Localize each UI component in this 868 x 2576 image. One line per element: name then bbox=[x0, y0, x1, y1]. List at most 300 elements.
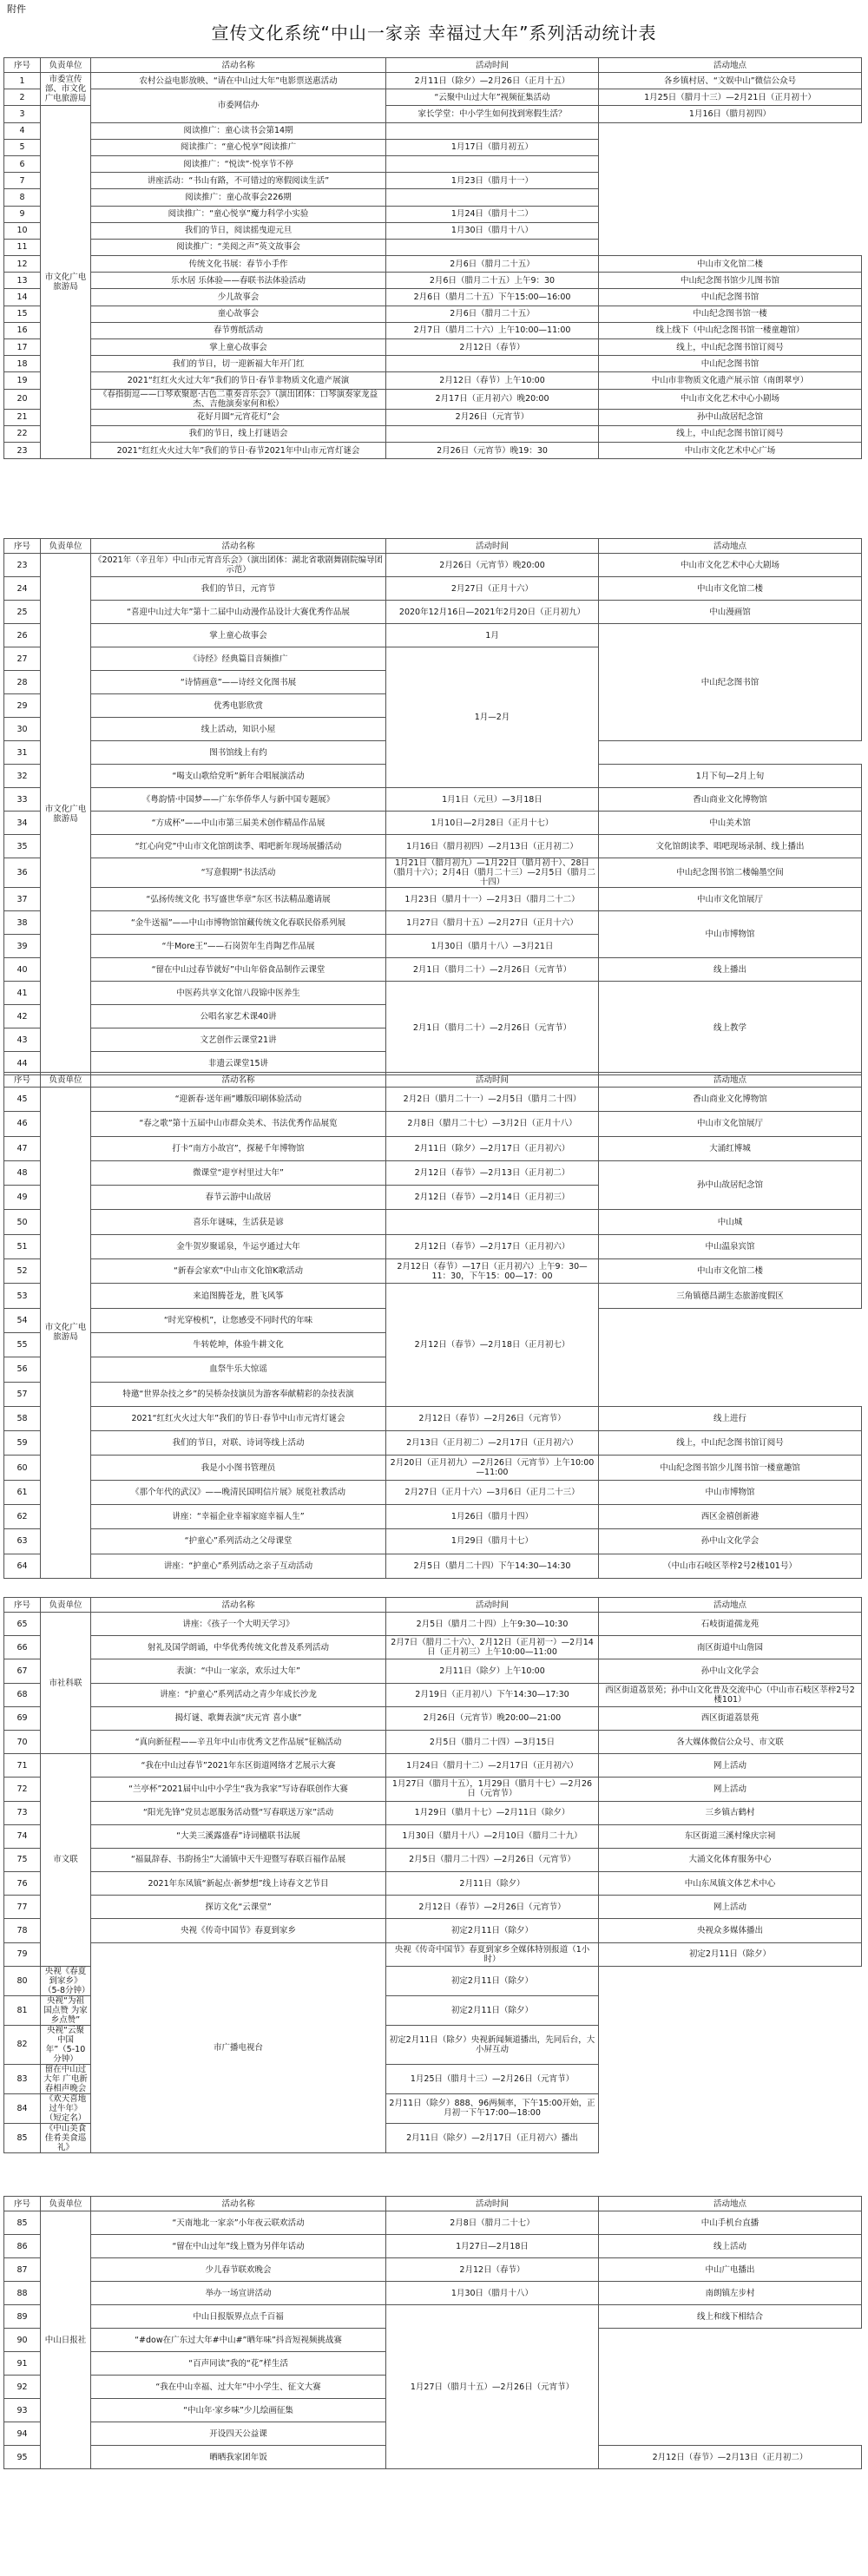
seq-cell: 57 bbox=[4, 1382, 41, 1406]
time-cell: 2月5日（腊月二十四）—3月15日 bbox=[386, 1730, 599, 1753]
header-row bbox=[4, 2197, 862, 2211]
time-cell bbox=[386, 122, 599, 139]
time-cell bbox=[386, 356, 599, 372]
seq-cell: 17 bbox=[4, 339, 41, 356]
time-cell: 1月27日（腊月十五），1月29日（腊月十七）—2月26日（元宵节） bbox=[386, 1778, 599, 1801]
seq-cell: 25 bbox=[4, 601, 41, 624]
activity-table bbox=[3, 1597, 862, 2153]
time-cell: 1月30日（腊月十八） bbox=[386, 222, 599, 239]
location-cell: 央视众多媒体播出 bbox=[599, 1919, 862, 1942]
location-cell: 1月下旬—2月上旬 bbox=[599, 765, 862, 788]
seq-cell: 78 bbox=[4, 1919, 41, 1942]
seq-cell: 86 bbox=[4, 2235, 41, 2258]
seq-cell: 19 bbox=[4, 372, 41, 389]
location-cell: 中山市非物质文化遗产展示馆（南朗翠亨） bbox=[599, 372, 862, 389]
table-row bbox=[4, 1801, 862, 1824]
time-cell: 1月30日（腊月十八）—3月21日 bbox=[386, 935, 599, 958]
location-cell: 中山市文化馆展厅 bbox=[599, 888, 862, 911]
time-cell: 1月29日（腊月十七）—2月11日（除夕） bbox=[386, 1801, 599, 1824]
seq-cell: 38 bbox=[4, 911, 41, 935]
time-cell: 2月5日（腊月二十四）下午14:30—14:30 bbox=[386, 1554, 599, 1578]
seq-cell: 47 bbox=[4, 1136, 41, 1160]
activity-cell: “牛More王”——石岗贺年生肖陶艺作品展 bbox=[91, 935, 386, 958]
time-cell: 1月30日（腊月十八） bbox=[386, 2282, 599, 2305]
table-row bbox=[4, 1896, 862, 1919]
header-row bbox=[4, 1073, 862, 1088]
location-cell: 各乡镇村居、“文娱中山”微信公众号 bbox=[599, 73, 862, 89]
location-cell: 线上，中山纪念图书馆订阅号 bbox=[599, 1431, 862, 1456]
activity-cell: 打卡“南方小故宫”，探秘千年博物馆 bbox=[91, 1136, 386, 1160]
activity-cell: 讲座：“护童心”系列活动之亲子互动活动 bbox=[91, 1554, 386, 1578]
time-cell: 2月1日（腊月二十）—2月26日（元宵节） bbox=[386, 982, 599, 1075]
seq-cell: 59 bbox=[4, 1431, 41, 1456]
location-cell: 初定2月11日（除夕） bbox=[386, 1995, 599, 2025]
activity-cell: 2021年东凤镇“新起点·新梦想”线上诗春文艺节目 bbox=[91, 1872, 386, 1896]
table-row bbox=[4, 189, 862, 206]
table-row bbox=[4, 1431, 862, 1456]
time-cell: 2月2日（腊月二十一）—2月5日（腊月二十四） bbox=[386, 1088, 599, 1112]
table-row bbox=[4, 139, 862, 155]
activity-cell: “阳光先锋”党员志愿服务活动暨“写春联送万家”活动 bbox=[91, 1801, 386, 1824]
activity-cell: 血祭牛乐大惊谣 bbox=[91, 1357, 386, 1382]
seq-cell: 64 bbox=[4, 1554, 41, 1578]
activity-cell: 掌上童心故事会 bbox=[91, 624, 386, 647]
time-cell: 2月8日（腊月二十七）—3月2日（正月十八） bbox=[386, 1112, 599, 1136]
time-cell: 2月17日（正月初六）晚20:00 bbox=[386, 389, 599, 409]
table-row bbox=[4, 372, 862, 389]
time-cell: 1月23日（腊月十一）—2月3日（腊月二十二） bbox=[386, 888, 599, 911]
location-cell: 孙中山文化学会 bbox=[599, 1659, 862, 1683]
location-cell: 中山纪念图书馆二楼翰墨空间 bbox=[599, 858, 862, 888]
time-cell: 初定2月11日（除夕） bbox=[386, 1919, 599, 1942]
time-cell: 留在中山过大年 广电新春相声晚会 bbox=[41, 2064, 91, 2093]
seq-cell: 54 bbox=[4, 1308, 41, 1332]
time-cell: 2月12日（春节） bbox=[386, 2258, 599, 2282]
activity-cell: “金牛送福”——中山市博物馆馆藏传统文化春联民俗系列展 bbox=[91, 911, 386, 935]
seq-cell: 62 bbox=[4, 1505, 41, 1529]
table-row bbox=[4, 1160, 862, 1185]
time-cell: 1月1日（元旦）—3月18日 bbox=[386, 788, 599, 812]
time-cell: 2月20日（正月初九）—2月26日（元宵节）上午10:00—11:00 bbox=[386, 1456, 599, 1480]
column-header: 负责单位 bbox=[41, 58, 91, 73]
table-row bbox=[4, 1406, 862, 1430]
activity-cell: “弘扬传统文化 书写盛世华章”东区书法精品邀请展 bbox=[91, 888, 386, 911]
table-section bbox=[3, 538, 861, 1075]
seq-cell: 75 bbox=[4, 1848, 41, 1871]
seq-cell: 82 bbox=[4, 2025, 41, 2064]
seq-cell: 55 bbox=[4, 1332, 41, 1357]
activity-cell: 举办一场宣讲活动 bbox=[91, 2282, 386, 2305]
table-row bbox=[4, 1554, 862, 1578]
activity-cell: 我们的节日，对联、诗词等线上活动 bbox=[91, 1431, 386, 1456]
activity-cell: “中山年·家乡味”少儿绘画征集 bbox=[91, 2399, 386, 2422]
location-cell: 线上播出 bbox=[599, 958, 862, 982]
seq-cell: 72 bbox=[4, 1778, 41, 1801]
location-cell: 石岐街道孺龙苑 bbox=[599, 1613, 862, 1636]
seq-cell: 31 bbox=[4, 741, 41, 765]
time-cell: 1月26日（腊月十四） bbox=[386, 1505, 599, 1529]
time-cell: 2月12日（春节） bbox=[386, 339, 599, 356]
time-cell: 1月—2月 bbox=[386, 647, 599, 788]
location-cell: 初定2月11日（除夕） bbox=[386, 1966, 599, 1995]
table-section bbox=[3, 57, 861, 459]
time-cell: 1月27日（腊月十五）—2月26日（元宵节） bbox=[386, 2305, 599, 2469]
seq-cell: 16 bbox=[4, 322, 41, 338]
activity-cell: 表演：“中山一家亲，欢乐过大年” bbox=[91, 1659, 386, 1683]
activity-cell: 我是小小图书管理员 bbox=[91, 1456, 386, 1480]
time-cell: 1月30日（腊月十八）—2月10日（腊月二十九） bbox=[386, 1824, 599, 1848]
table-row bbox=[4, 1136, 862, 1160]
activity-cell: 少儿故事会 bbox=[91, 289, 386, 306]
activity-cell: 喜乐年谜味，生活获是谚 bbox=[91, 1210, 386, 1234]
activity-cell: 阅读推广：“美阅之声”英文故事会 bbox=[91, 239, 386, 255]
location-cell: 南朗镇左步村 bbox=[599, 2282, 862, 2305]
activity-cell: 童心故事会 bbox=[91, 306, 386, 322]
unit-cell: 市文化广电旅游局 bbox=[41, 554, 91, 1075]
activity-cell: 开设四天公益课 bbox=[91, 2422, 386, 2446]
seq-cell: 23 bbox=[4, 442, 41, 458]
seq-cell: 45 bbox=[4, 1088, 41, 1112]
time-cell: 1月27日（腊月十五）—2月27日（正月十六） bbox=[386, 911, 599, 935]
location-cell: 2月12日（春节）—2月13日（正月初二） bbox=[599, 2446, 862, 2469]
location-cell: 1月25日（腊月十三）—2月26日（元宵节） bbox=[386, 2064, 599, 2093]
seq-cell: 9 bbox=[4, 206, 41, 222]
activity-cell: 线上活动，知识小屋 bbox=[91, 718, 386, 741]
column-header: 序号 bbox=[4, 539, 41, 554]
activity-cell: 春节云游中山故居 bbox=[91, 1186, 386, 1210]
table-row bbox=[4, 155, 862, 172]
time-cell: 2月11日（除夕） bbox=[386, 1872, 599, 1896]
location-cell: 南区街道中山詹园 bbox=[599, 1636, 862, 1659]
activity-cell: “百声同读”我的“花”样生活 bbox=[91, 2352, 386, 2376]
location-cell: 中山东凤镇文体艺术中心 bbox=[599, 1872, 862, 1896]
table-row bbox=[4, 858, 862, 888]
activity-cell: 阅读推广：“悦读”·悦享节不停 bbox=[91, 155, 386, 172]
location-cell: 香山商业文化博物馆 bbox=[599, 1088, 862, 1112]
table-row bbox=[4, 1088, 862, 1112]
activity-cell: “红心向党”中山市文化馆朗读季、唱吧新年现场展播活动 bbox=[91, 835, 386, 858]
seq-cell: 40 bbox=[4, 958, 41, 982]
table-row bbox=[4, 339, 862, 356]
seq-cell: 46 bbox=[4, 1112, 41, 1136]
column-header: 活动名称 bbox=[91, 58, 386, 73]
activity-table bbox=[3, 57, 862, 459]
table-row bbox=[4, 442, 862, 458]
seq-cell: 66 bbox=[4, 1636, 41, 1659]
table-row bbox=[4, 2211, 862, 2235]
activity-cell: “时光穿梭机”，让您感受不同时代的年味 bbox=[91, 1308, 386, 1332]
seq-cell: 68 bbox=[4, 1683, 41, 1706]
seq-cell: 76 bbox=[4, 1872, 41, 1896]
seq-cell: 48 bbox=[4, 1160, 41, 1185]
location-cell: 孙中山故居纪念馆 bbox=[599, 1160, 862, 1210]
activity-cell: “天南地北一家亲”小年夜云联欢活动 bbox=[91, 2211, 386, 2235]
location-cell: 中山市文化艺术中心广场 bbox=[599, 442, 862, 458]
time-cell: 2月5日（腊月二十四）—2月26日（元宵节） bbox=[386, 1848, 599, 1871]
seq-cell: 10 bbox=[4, 222, 41, 239]
seq-cell: 6 bbox=[4, 155, 41, 172]
activity-cell: 讲座活动：“书山有路，不可错过的寒假阅读生活” bbox=[91, 173, 386, 189]
attachment-label: 附件 bbox=[7, 3, 26, 15]
location-cell: 1月25日（腊月十三）—2月21日（正月初十） bbox=[599, 89, 862, 106]
activity-cell: 阅读推广：童心读书会第14期 bbox=[91, 122, 386, 139]
time-cell: 《中山美食佳肴美食巡礼》 bbox=[41, 2123, 91, 2152]
location-cell: 中山纪念图书馆 bbox=[599, 356, 862, 372]
table-row bbox=[4, 289, 862, 306]
activity-cell: “#dow在广东过大年#中山#”晒年味”抖音短视频挑战赛 bbox=[91, 2329, 386, 2352]
activity-cell: 阅读推广：童心故事会226期 bbox=[91, 189, 386, 206]
activity-cell: 2021“红红火火过大年”我们的节日·春节非物质文化遗产展演 bbox=[91, 372, 386, 389]
time-cell: 2月26日（元宵节）晚19：30 bbox=[386, 442, 599, 458]
time-cell: 2月7日（腊月二十六）、2月12日（正月初一）—2月14日（正月初三）上午10:00—11:00 bbox=[386, 1636, 599, 1659]
column-header: 活动地点 bbox=[599, 58, 862, 73]
location-cell: 三乡镇古鹤村 bbox=[599, 1801, 862, 1824]
time-cell: 2020年12月16日—2021年2月20日（正月初九） bbox=[386, 601, 599, 624]
column-header: 活动名称 bbox=[91, 1073, 386, 1088]
activity-cell: 文艺创作云课堂21讲 bbox=[91, 1028, 386, 1052]
time-cell: 2月19日（正月初八）下午14:30—17:30 bbox=[386, 1683, 599, 1706]
time-cell: 2月6日（腊月二十五）下午15:00—16:00 bbox=[386, 289, 599, 306]
activity-cell: 我们的节日，元宵节 bbox=[91, 577, 386, 601]
table-row bbox=[4, 788, 862, 812]
seq-cell: 77 bbox=[4, 1896, 41, 1919]
seq-cell: 81 bbox=[4, 1995, 41, 2025]
time-cell: 2月12日（春节）—17日（正月初六）上午9：30—11：30，下午15：00—17：00 bbox=[386, 1259, 599, 1284]
time-cell: 央视“为祖国点赞 为家乡点赞” bbox=[41, 1995, 91, 2025]
activity-cell: 晒晒我家团年饭 bbox=[91, 2446, 386, 2469]
time-cell: 1月24日（腊月十二） bbox=[386, 206, 599, 222]
time-cell: 2月8日（腊月二十七） bbox=[386, 2211, 599, 2235]
time-cell: 2月12日（春节）—2月13日（正月初二） bbox=[386, 1160, 599, 1185]
seq-cell: 52 bbox=[4, 1259, 41, 1284]
time-cell: 家长学堂：中小学生如何找到寒假生活？ bbox=[386, 106, 599, 122]
time-cell: 1月 bbox=[386, 624, 599, 647]
table-row bbox=[4, 577, 862, 601]
location-cell: 中山漫画馆 bbox=[599, 601, 862, 624]
seq-cell: 20 bbox=[4, 389, 41, 409]
seq-cell: 3 bbox=[4, 106, 41, 122]
seq-cell: 87 bbox=[4, 2258, 41, 2282]
column-header: 活动时间 bbox=[386, 2197, 599, 2211]
time-cell: 2月12日（春节）—2月14日（正月初三） bbox=[386, 1186, 599, 1210]
time-cell: 2月12日（春节）—2月17日（正月初六） bbox=[386, 1234, 599, 1258]
seq-cell: 84 bbox=[4, 2093, 41, 2123]
seq-cell: 22 bbox=[4, 425, 41, 442]
table-row bbox=[4, 2305, 862, 2329]
column-header: 活动名称 bbox=[91, 2197, 386, 2211]
time-cell: 1月23日（腊月十一） bbox=[386, 173, 599, 189]
activity-cell: 央视《传奇中国节》春夏到家乡 bbox=[91, 1919, 386, 1942]
table-section bbox=[3, 1072, 861, 1579]
table-row bbox=[4, 1683, 862, 1706]
table-row bbox=[4, 982, 862, 1005]
column-header: 活动时间 bbox=[386, 58, 599, 73]
table-row bbox=[4, 1848, 862, 1871]
column-header: 负责单位 bbox=[41, 2197, 91, 2211]
table-row bbox=[4, 1919, 862, 1942]
seq-cell: 51 bbox=[4, 1234, 41, 1258]
time-cell: 1月27日—2月18日 bbox=[386, 2235, 599, 2258]
time-cell: 2月6日（腊月二十五）上午9：30 bbox=[386, 273, 599, 289]
location-cell: 2月11日（除夕）—2月17日（正月初六）播出 bbox=[386, 2123, 599, 2152]
activity-cell: 金牛贺岁聚谣泉，牛运亨通过大年 bbox=[91, 1234, 386, 1258]
table-row bbox=[4, 835, 862, 858]
seq-cell: 28 bbox=[4, 671, 41, 694]
seq-cell: 44 bbox=[4, 1052, 41, 1075]
column-header: 活动地点 bbox=[599, 1073, 862, 1088]
seq-cell: 23 bbox=[4, 554, 41, 577]
table-row bbox=[4, 888, 862, 911]
time-cell: 央视“云聚中国年”（5-10分钟） bbox=[41, 2025, 91, 2064]
activity-cell: 市广播电视台 bbox=[91, 1942, 386, 2152]
column-header: 活动时间 bbox=[386, 1598, 599, 1613]
location-cell: 中山纪念图书馆 bbox=[599, 624, 862, 741]
table-row bbox=[4, 1659, 862, 1683]
location-cell: 中山市文化馆展厅 bbox=[599, 1112, 862, 1136]
table-row bbox=[4, 425, 862, 442]
table-row bbox=[4, 73, 862, 89]
seq-cell: 13 bbox=[4, 273, 41, 289]
activity-cell: “迎新春·送年画”雕版印刷体验活动 bbox=[91, 1088, 386, 1112]
activity-cell: 阅读推广：“童心悦享”魔力科学小实验 bbox=[91, 206, 386, 222]
seq-cell: 63 bbox=[4, 1529, 41, 1554]
time-cell bbox=[386, 239, 599, 255]
activity-cell: 揭灯谜、歌舞表演“庆元宵 喜小康” bbox=[91, 1706, 386, 1730]
activity-cell: 花好月圆“元宵花灯”会 bbox=[91, 409, 386, 425]
location-cell: 大涌红博城 bbox=[599, 1136, 862, 1160]
table-row bbox=[4, 1259, 862, 1284]
time-cell: 2月5日（腊月二十四）上午9:30—10:30 bbox=[386, 1613, 599, 1636]
seq-cell: 88 bbox=[4, 2282, 41, 2305]
time-cell: 2月11日（除夕）—2月26日（正月十五） bbox=[386, 73, 599, 89]
activity-table bbox=[3, 1072, 862, 1579]
table-row bbox=[4, 1210, 862, 1234]
seq-cell: 4 bbox=[4, 122, 41, 139]
location-cell: 线上活动 bbox=[599, 2235, 862, 2258]
time-cell: 1月16日（腊月初四）—2月13日（正月初二） bbox=[386, 835, 599, 858]
location-cell: 香山商业文化博物馆 bbox=[599, 788, 862, 812]
location-cell: 中山市文化艺术中心大剧场 bbox=[599, 554, 862, 577]
location-cell: 中山市文化艺术中心小剧场 bbox=[599, 389, 862, 409]
activity-cell: 《那个年代的武汉》——晚清民国明信片展》展览社教活动 bbox=[91, 1480, 386, 1504]
activity-cell: 《粤韵情·中国梦——广东华侨华人与新中国专题展》 bbox=[91, 788, 386, 812]
table-row bbox=[4, 1234, 862, 1258]
location-cell: 东区街道三溪村缘庆宗祠 bbox=[599, 1824, 862, 1848]
seq-cell: 5 bbox=[4, 139, 41, 155]
location-cell: 线上和线下相结合 bbox=[599, 2305, 862, 2329]
table-row bbox=[4, 1112, 862, 1136]
seq-cell: 39 bbox=[4, 935, 41, 958]
time-cell: 2月11日（除夕）上午10:00 bbox=[386, 1659, 599, 1683]
activity-cell: 乐水居 乐体验——春联书法体验活动 bbox=[91, 273, 386, 289]
location-cell: 初定2月11日（除夕） bbox=[599, 1942, 862, 1966]
location-cell: 线上，中山纪念图书馆订阅号 bbox=[599, 425, 862, 442]
seq-cell: 58 bbox=[4, 1406, 41, 1430]
table-section bbox=[3, 1597, 861, 2153]
location-cell: 线上进行 bbox=[599, 1406, 862, 1430]
seq-cell: 50 bbox=[4, 1210, 41, 1234]
unit-cell: 市文联 bbox=[41, 1754, 91, 1967]
location-cell: 孙中山文化学会 bbox=[599, 1529, 862, 1554]
table-row bbox=[4, 409, 862, 425]
table-row bbox=[4, 89, 862, 106]
table-row bbox=[4, 1730, 862, 1753]
activity-cell: 非遗云课堂15讲 bbox=[91, 1052, 386, 1075]
time-cell: 2月7日（腊月二十六）上午10:00—11:00 bbox=[386, 322, 599, 338]
table-row bbox=[4, 911, 862, 935]
time-cell bbox=[386, 1210, 599, 1234]
seq-cell: 24 bbox=[4, 577, 41, 601]
seq-cell: 85 bbox=[4, 2211, 41, 2235]
activity-cell: “喝支山歌给党听”新年合唱展演活动 bbox=[91, 765, 386, 788]
location-cell: 线上线下（中山纪念图书馆一楼童趣馆） bbox=[599, 322, 862, 338]
location-cell: 各大媒体微信公众号、市文联 bbox=[599, 1730, 862, 1753]
location-cell: 大涌文化体育服务中心 bbox=[599, 1848, 862, 1871]
seq-cell: 61 bbox=[4, 1480, 41, 1504]
seq-cell: 70 bbox=[4, 1730, 41, 1753]
time-cell: 2月6日（腊月二十五） bbox=[386, 306, 599, 322]
location-cell: 初定2月11日（除夕）央视新闻频道播出，先同后台，大小屏互动 bbox=[386, 2025, 599, 2064]
time-cell: 2月13日（正月初二）—2月17日（正月初六） bbox=[386, 1431, 599, 1456]
activity-cell: 优秀电影欣赏 bbox=[91, 694, 386, 718]
column-header: 序号 bbox=[4, 1073, 41, 1088]
activity-cell: 春节剪纸活动 bbox=[91, 322, 386, 338]
location-cell: 线上，中山纪念图书馆订阅号 bbox=[599, 339, 862, 356]
activity-table bbox=[3, 2196, 862, 2469]
seq-cell: 73 bbox=[4, 1801, 41, 1824]
activity-cell: “护童心”系列活动之父母课堂 bbox=[91, 1529, 386, 1554]
seq-cell: 18 bbox=[4, 356, 41, 372]
seq-cell: 26 bbox=[4, 624, 41, 647]
activity-cell: “我在中山过春节”2021年东区街道网络才艺展示大赛 bbox=[91, 1754, 386, 1778]
table-row bbox=[4, 206, 862, 222]
time-cell: 2月12日（春节）—2月18日（正月初七） bbox=[386, 1284, 599, 1406]
activity-table bbox=[3, 538, 862, 1075]
activity-cell: 《诗经》经典篇目音频推广 bbox=[91, 647, 386, 671]
location-cell: 中山手机台直播 bbox=[599, 2211, 862, 2235]
seq-cell: 1 bbox=[4, 73, 41, 89]
seq-cell: 29 bbox=[4, 694, 41, 718]
seq-cell: 7 bbox=[4, 173, 41, 189]
location-cell: 西区街道荔景苑 bbox=[599, 1706, 862, 1730]
location-cell: 1月16日（腊月初四） bbox=[599, 106, 862, 122]
seq-cell: 36 bbox=[4, 858, 41, 888]
activity-cell: “写意假期”书法活动 bbox=[91, 858, 386, 888]
seq-cell: 85 bbox=[4, 2123, 41, 2152]
seq-cell: 67 bbox=[4, 1659, 41, 1683]
table-row bbox=[4, 1824, 862, 1848]
time-cell: 《欢天喜地过牛年》（短定名） bbox=[41, 2093, 91, 2123]
location-cell: 文化馆朗读季、唱吧现场录制、线上播出 bbox=[599, 835, 862, 858]
location-cell: 中山市文化馆二楼 bbox=[599, 256, 862, 273]
activity-cell: 《2021年（辛丑年）中山市元宵音乐会》（演出团体：湖北省歌剧舞剧院编导团示范） bbox=[91, 554, 386, 577]
activity-cell: 市委网信办 bbox=[91, 89, 386, 122]
seq-cell: 42 bbox=[4, 1005, 41, 1028]
table-row bbox=[4, 1778, 862, 1801]
seq-cell: 69 bbox=[4, 1706, 41, 1730]
location-cell: 中山温泉宾馆 bbox=[599, 1234, 862, 1258]
table-row bbox=[4, 389, 862, 409]
activity-cell: 微课堂“迎亨村里过大年” bbox=[91, 1160, 386, 1185]
seq-cell: 12 bbox=[4, 256, 41, 273]
column-header: 活动名称 bbox=[91, 1598, 386, 1613]
seq-cell: 71 bbox=[4, 1754, 41, 1778]
location-cell: 中山纪念图书馆少儿图书馆 bbox=[599, 273, 862, 289]
column-header: 序号 bbox=[4, 1598, 41, 1613]
table-row bbox=[4, 356, 862, 372]
time-cell: 2月26日（元宵节） bbox=[386, 409, 599, 425]
activity-cell: 中山日报版界点点千百福 bbox=[91, 2305, 386, 2329]
